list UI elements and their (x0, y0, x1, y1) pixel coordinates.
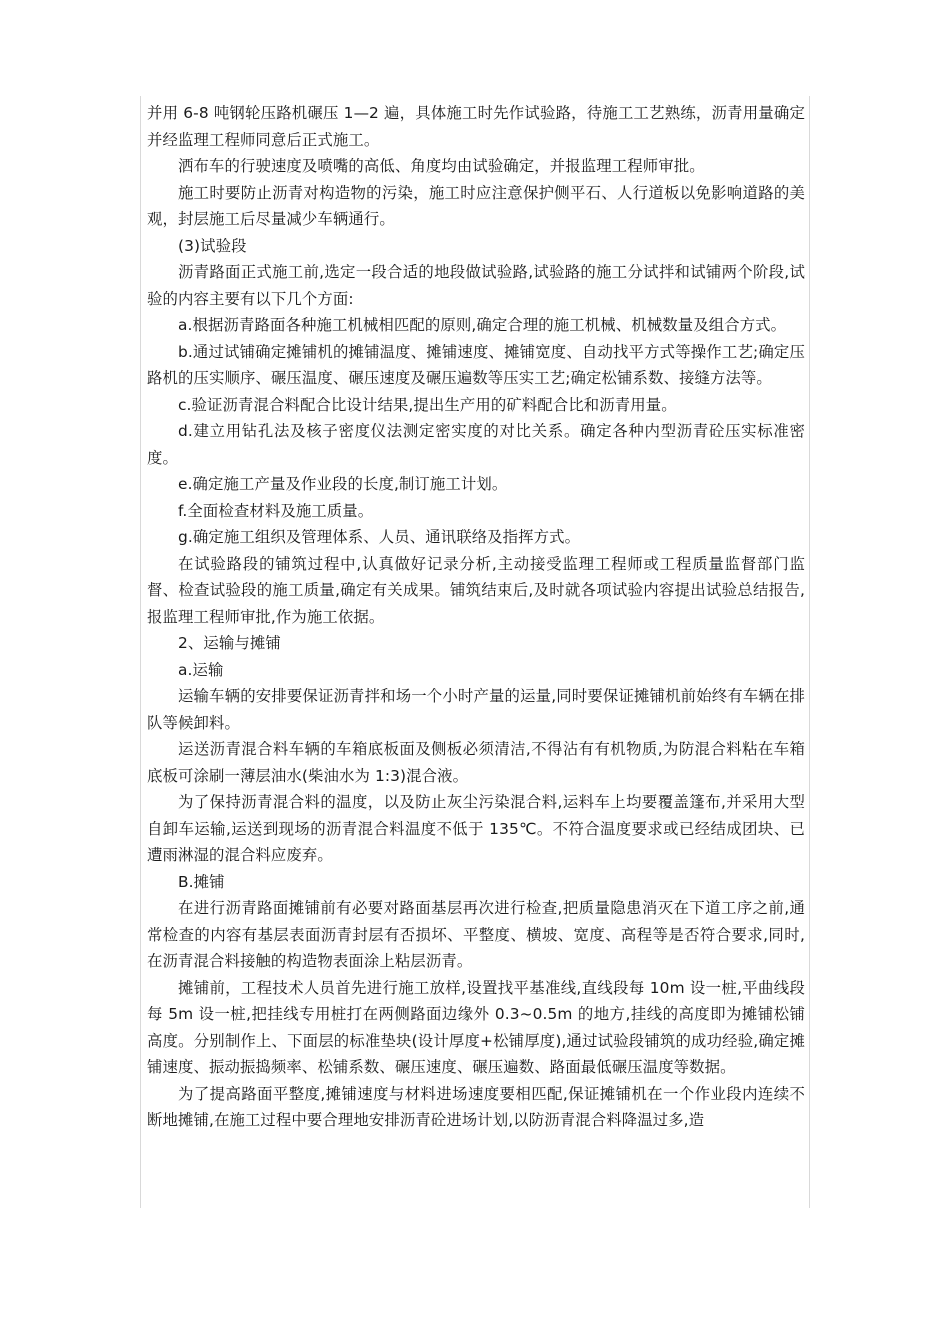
paragraph-setting-out: 摊铺前，工程技术人员首先进行施工放样,设置找平基准线,直线段每 10m 设一桩,平曲线段每 5m 设一桩,把挂线专用桩打在两侧路面边缘外 0.3~0.5m 的地方,挂线的高度即为摊铺松铺高度。分别制作上、下面层的标准垫块(设计厚度+松铺厚度),通过试验段铺筑的成功经验,确定摊铺速度、振动振捣频率、松铺系数、碾压速度、碾压遍数、路面最低碾压温度等数据。 (147, 978, 805, 1076)
list-item-a: a.根据沥青路面各种施工机械相匹配的原则,确定合理的施工机械、机械数量及组合方式。 (178, 316, 787, 334)
paragraph-pollution-prevention: 施工时要防止沥青对构造物的污染，施工时应注意保护侧平石、人行道板以免影响道路的美观，封层施工后尽量减少车辆通行。 (147, 183, 805, 228)
list-item-b: b.通过试铺确定摊铺机的摊铺温度、摊铺速度、摊铺宽度、自动找平方式等操作工艺;确定压路机的压实顺序、碾压温度、碾压速度及碾压遍数等压实工艺;确定松铺系数、接缝方法等。 (147, 342, 805, 387)
list-item-f: f.全面检查材料及施工质量。 (178, 501, 374, 520)
paragraph-temperature: 为了保持沥青混合料的温度，以及防止灰尘污染混合料,运料车上均要覆盖篷布,并采用大型自卸车运输,运送到现场的沥青混合料温度不低于 135℃。不符合温度要求或已经结成团块、已遭雨淋湿的混合料应废弃。 (147, 793, 805, 864)
paragraph-test-intro: 沥青路面正式施工前,选定一段合适的地段做试验路,试验路的施工分试拌和试铺两个阶段,试验的内容主要有以下几个方面: (147, 263, 805, 308)
document-body (141, 96, 805, 1134)
paragraph-smoothness: 为了提高路面平整度,摊铺速度与材料进场速度要相匹配,保证摊铺机在一个作业段内连续不断地摊铺,在施工过程中要合理地安排沥青砼进场计划,以防沥青混合料降温过多,造 (147, 1084, 805, 1129)
list-item-c: c.验证沥青混合料配合比设计结果,提出生产用的矿料配合比和沥青用量。 (178, 395, 677, 414)
paragraph-continuation: 并用 6-8 吨钢轮压路机碾压 1—2 遍，具体施工时先作试验路，待施工工艺熟练，沥青用量确定并经监理工程师同意后正式施工。 (147, 104, 805, 149)
paragraph-base-inspection: 在进行沥青路面摊铺前有必要对路面基层再次进行检查,把质量隐患消灭在下道工序之前,通常检查的内容有基层表面沥青封层有否损坏、平整度、横坡、宽度、高程等是否符合要求,同时,在沥青混合料接触的构造物表面涂上粘层沥青。 (147, 899, 805, 970)
list-item-e: e.确定施工产量及作业段的长度,制订施工计划。 (178, 475, 508, 493)
paragraph-vehicle-cleaning: 运送沥青混合料车辆的车箱底板面及侧板必须清洁,不得沾有有机物质,为防混合料粘在车箱底板可涂刷一薄层油水(柴油水为 1:3)混合液。 (147, 740, 805, 785)
paragraph-test-summary: 在试验路段的铺筑过程中,认真做好记录分析,主动接受监理工程师或工程质量监督部门监督、检查试验段的施工质量,确定有关成果。铺筑结束后,及时就各项试验内容提出试验总结报告,报监理工程师审批,作为施工依据。 (147, 554, 805, 626)
list-item-g: g.确定施工组织及管理体系、人员、通讯联络及指挥方式。 (178, 528, 581, 546)
paragraph-vehicle-arrangement: 运输车辆的安排要保证沥青拌和场一个小时产量的运量,同时要保证摊铺机前始终有车辆在排队等候卸料。 (147, 687, 805, 732)
heading-transport-paving: 2、运输与摊铺 (178, 634, 281, 652)
heading-paving: B.摊铺 (178, 872, 225, 891)
heading-test-section: (3)试验段 (178, 236, 247, 255)
list-item-d: d.建立用钻孔法及核子密度仪法测定密实度的对比关系。确定各种内型沥青砼压实标准密度。 (147, 422, 805, 467)
paragraph-sprayer-speed: 洒布车的行驶速度及喷嘴的高低、角度均由试验确定，并报监理工程师审批。 (178, 157, 705, 175)
document-page (140, 96, 810, 1208)
heading-transport: a.运输 (178, 660, 224, 679)
